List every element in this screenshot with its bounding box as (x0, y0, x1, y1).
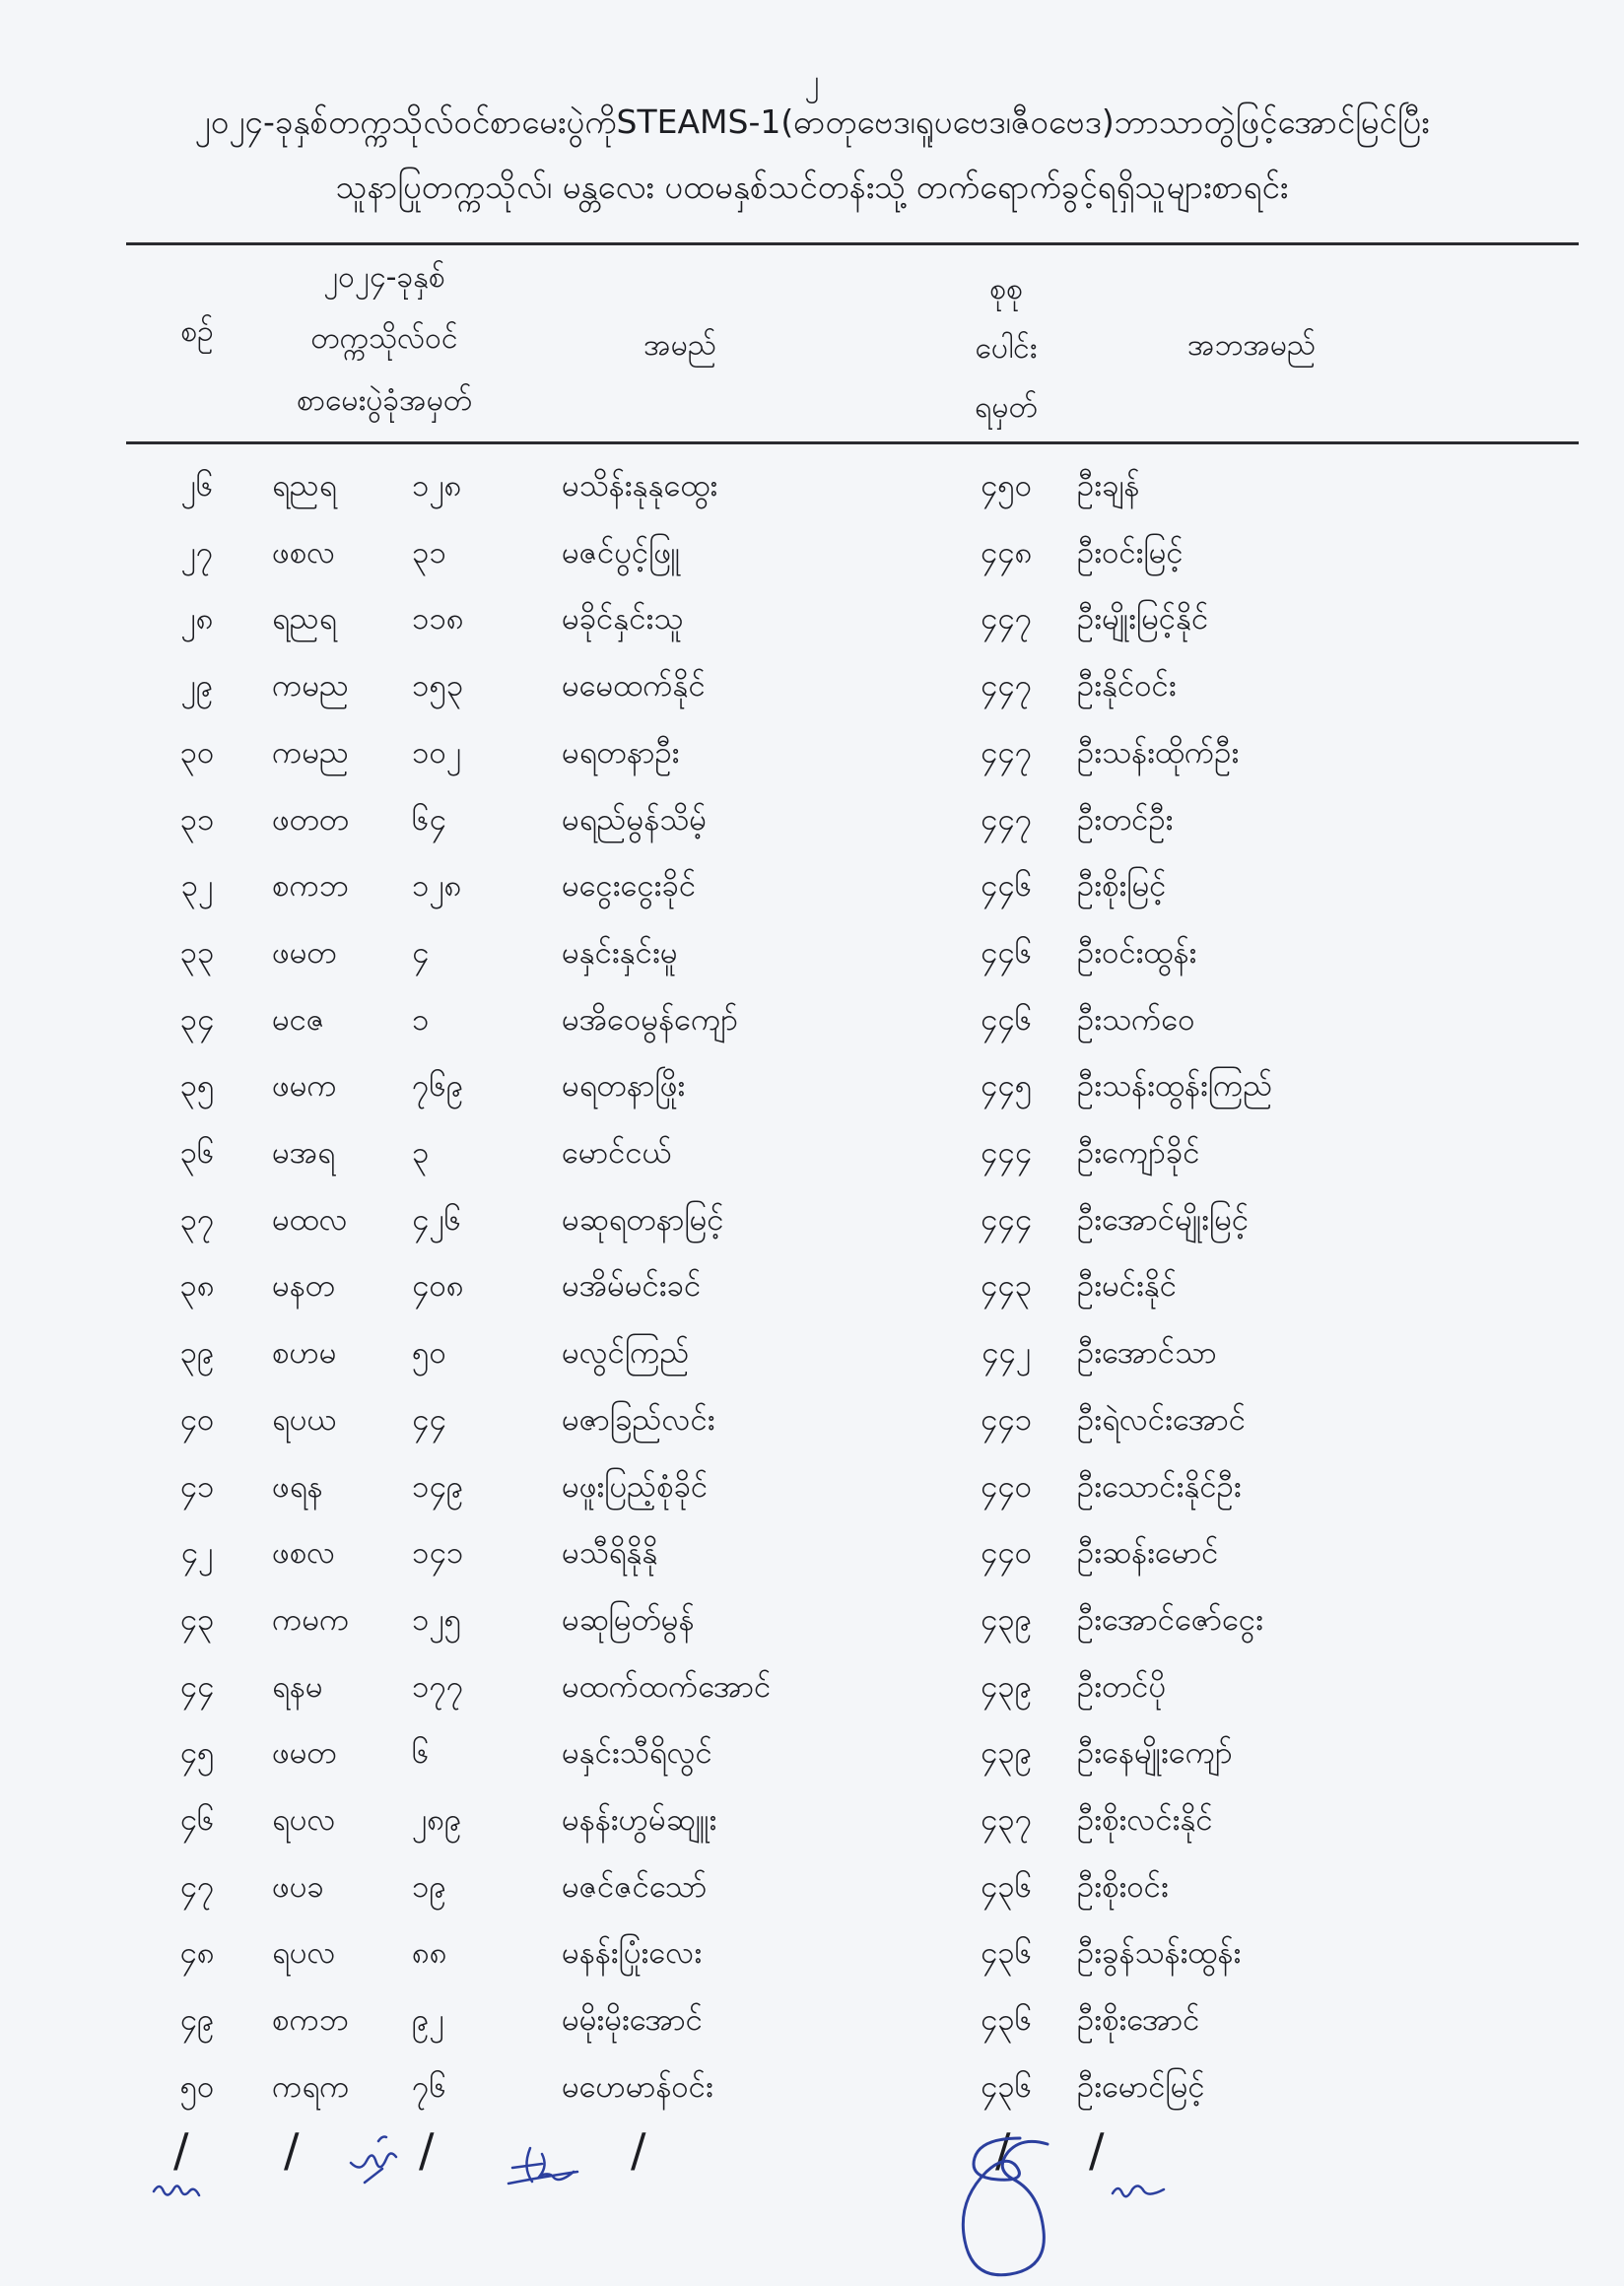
father-name: ဦးကျော်ခိုင် (1077, 1135, 1200, 1171)
table-row (0, 1053, 1624, 1118)
roll-number: ၁၅၃ (412, 668, 464, 705)
roll-number: ၇၆ (412, 2068, 446, 2105)
signature-5 (1109, 2178, 1168, 2207)
roll-code: မထလ (272, 1201, 348, 1238)
father-name: ဦးသောင်းနိုင်ဦး (1077, 1468, 1242, 1505)
total-score: ၄၄၆ (980, 868, 1033, 905)
row-number: ၄၁ (179, 1468, 215, 1505)
roll-number: ၁၂၅ (412, 1601, 462, 1638)
table-row (0, 520, 1624, 585)
father-name: ဦးစိုးလင်းနိုင် (1077, 1802, 1213, 1838)
father-name: ဦးစိုးအောင် (1077, 2002, 1200, 2039)
roll-number: ၆ (412, 1735, 430, 1772)
row-number: ၃၄ (179, 1001, 215, 1038)
roll-number: ၁၄၁ (412, 1535, 464, 1572)
father-name: ဦးဆန်းမောင် (1077, 1535, 1219, 1572)
row-number: ၃၃ (179, 934, 215, 971)
table-row (0, 720, 1624, 785)
father-name: ဦးနေမျိုးကျော် (1077, 1735, 1233, 1772)
father-name: ဦးဝင်းမြင့် (1077, 534, 1184, 571)
roll-code: ကမက (272, 1601, 350, 1638)
student-name: မထက်ထက်အောင် (562, 1668, 772, 1705)
row-end-mark: / (419, 2123, 435, 2177)
total-score: ၄၃၉ (980, 1601, 1033, 1638)
header-no: စဉ် (180, 314, 214, 349)
roll-code: ဖမတ (272, 1735, 337, 1772)
student-name: မောင်ငယ် (562, 1135, 672, 1171)
total-score: ၄၄၅ (980, 1068, 1033, 1105)
father-name: ဦးဝင်းထွန်း (1077, 934, 1197, 971)
row-number: ၂၈ (180, 601, 214, 638)
table-row (0, 1187, 1624, 1252)
father-name: ဦးစိုးမြင့် (1077, 868, 1167, 905)
row-number: ၃၉ (179, 1335, 215, 1372)
total-score: ၄၄၆ (980, 934, 1033, 971)
roll-code: ဖစလ (272, 534, 336, 571)
header-score-line-3: ရမှတ် (975, 390, 1038, 425)
roll-number: ၄ (412, 934, 430, 971)
signature-3 (503, 2138, 591, 2197)
father-name: ဦးစိုးဝင်း (1077, 1868, 1169, 1905)
student-name: မအိမ်မင်းခင် (562, 1268, 702, 1305)
student-name: မငွေးငွေးခိုင် (562, 868, 697, 905)
father-name: ဦးသန်းထွန်းကြည် (1077, 1068, 1273, 1105)
row-number: ၄၅ (179, 1735, 215, 1772)
row-number: ၅၀ (179, 2068, 215, 2105)
father-name: ဦးမောင်မြင့် (1077, 2068, 1205, 2105)
student-name: မနှင်းသီရိလွင် (562, 1735, 712, 1772)
total-score: ၄၄၃ (980, 1268, 1033, 1305)
roll-number: ၅၀ (412, 1335, 446, 1372)
roll-number: ၁၄၉ (412, 1468, 464, 1505)
total-score: ၄၄၇ (980, 668, 1033, 705)
table-row (0, 586, 1624, 651)
roll-code: ဖတတ (272, 801, 350, 838)
table-row (0, 1987, 1624, 2052)
roll-code: ရပလ (272, 1935, 336, 1972)
roll-code: စဟမ (272, 1335, 337, 1372)
roll-number: ၄၀၈ (412, 1268, 464, 1305)
total-score: ၄၄၂ (981, 1335, 1032, 1372)
header-name: အမည် (643, 328, 716, 363)
roll-code: ကမည (272, 668, 350, 705)
roll-number: ၃၁ (412, 534, 446, 571)
roll-code: ရပလ (272, 1802, 336, 1838)
row-number: ၂၆ (180, 468, 214, 504)
row-number: ၃၈ (179, 1268, 215, 1305)
total-score: ၄၄၇ (980, 801, 1033, 838)
roll-number: ၁၁၈ (412, 601, 464, 638)
table-row (0, 1854, 1624, 1919)
roll-number: ၁ (412, 1001, 430, 1038)
father-name: ဦးချန် (1077, 468, 1140, 504)
student-name: မဟေမာန်ဝင်း (562, 2068, 713, 2105)
roll-number: ၄၄ (412, 1401, 446, 1438)
row-end-mark: / (173, 2123, 189, 2177)
table-header-rule (126, 441, 1579, 444)
row-number: ၃၁ (179, 801, 215, 838)
table-row (0, 787, 1624, 852)
student-name: မရတနာဦး (562, 734, 680, 771)
signature-4 (951, 2118, 1089, 2286)
signature-2 (345, 2123, 404, 2202)
roll-number: ၇၆၉ (412, 1068, 464, 1105)
roll-number: ၆၄ (412, 801, 446, 838)
roll-code: မငဇ (272, 1001, 325, 1038)
row-number: ၃၂ (180, 868, 214, 905)
table-row (0, 1520, 1624, 1585)
total-score: ၄၄၁ (980, 1401, 1033, 1438)
student-name: မရည်မွန်သိမ့် (562, 801, 707, 838)
total-score: ၄၄၄ (980, 1135, 1033, 1171)
row-number: ၄၇ (179, 1868, 215, 1905)
student-name: မအိဝေမွန်ကျော် (562, 1001, 738, 1038)
total-score: ၄၃၆ (980, 2002, 1033, 2039)
student-name: မမိုးမိုးအောင် (562, 2002, 703, 2039)
father-name: ဦးမင်းနိုင် (1077, 1268, 1178, 1305)
row-number: ၄၀ (179, 1401, 215, 1438)
student-name: မနန်းပြုံးလေး (562, 1935, 703, 1972)
row-number: ၄၈ (179, 1935, 215, 1972)
roll-number: ၁၀၂ (412, 734, 462, 771)
student-name: မရတနာဖြိုး (562, 1068, 686, 1105)
row-number: ၄၆ (179, 1802, 215, 1838)
table-row (0, 853, 1624, 918)
student-name: မနှင်းနှင်းမူ (562, 934, 678, 971)
father-name: ဦးနိုင်ဝင်း (1077, 668, 1177, 705)
roll-code: ဖရန (272, 1468, 323, 1505)
roll-code: ဖစလ (272, 1535, 336, 1572)
table-row (0, 1920, 1624, 1985)
student-name: မမေထက်နိုင် (562, 668, 706, 705)
roll-number: ၄၂၆ (412, 1201, 462, 1238)
roll-code: ဖမတ (272, 934, 337, 971)
total-score: ၄၃၉ (980, 1735, 1033, 1772)
row-end-mark: / (1089, 2123, 1105, 2177)
student-name: မဆုရတနာမြင့် (562, 1201, 724, 1238)
father-name: ဦးခွန်သန်းထွန်း (1077, 1935, 1242, 1972)
table-top-rule (126, 242, 1579, 245)
student-name: မခိုင်နှင်းသူ (562, 601, 684, 638)
roll-code: ရနမ (272, 1668, 323, 1705)
table-row (0, 1787, 1624, 1852)
table-row (0, 920, 1624, 985)
table-row (0, 2054, 1624, 2119)
roll-code: မနတ (272, 1268, 335, 1305)
father-name: ဦးမျိုးမြင့်နိုင် (1077, 601, 1209, 638)
total-score: ၄၄၄ (980, 1201, 1033, 1238)
roll-number: ၁၂၈ (412, 868, 462, 905)
total-score: ၄၄၈ (980, 534, 1033, 571)
row-number: ၃၆ (179, 1135, 215, 1171)
table-row (0, 1454, 1624, 1519)
row-number: ၄၂ (180, 1535, 214, 1572)
father-name: ဦးအောင်ဇော်ငွေး (1077, 1601, 1263, 1638)
header-roll-line-1: ၂၀၂၄-ခုနှစ် (323, 260, 445, 295)
student-name: မသီရိနိုနို (562, 1535, 658, 1572)
roll-number: ၉၂ (412, 2002, 444, 2039)
table-row (0, 1253, 1624, 1318)
row-number: ၄၃ (179, 1601, 215, 1638)
roll-number: ၁၇၇ (412, 1668, 464, 1705)
document-title-line-1: ၂၀၂၄-ခုနှစ်တက္ကသိုလ်ဝင်စာမေးပွဲကိုSTEAMS-1(ဓာတုဗေဒ၊ရူပဗေဒ၊ဇီဝဗေဒ)ဘာသာတွဲဖြင့်အောင်မြင်ပြီး (194, 102, 1430, 141)
table-row (0, 1654, 1624, 1719)
header-score-line-1: စုစု (989, 272, 1023, 306)
row-number: ၂၇ (180, 534, 214, 571)
table-row (0, 1120, 1624, 1185)
total-score: ၄၃၆ (980, 1868, 1033, 1905)
header-roll-line-3: စာမေးပွဲခုံအမှတ် (296, 383, 473, 418)
total-score: ၄၅၀ (980, 468, 1033, 504)
roll-code: စကဘ (272, 2002, 349, 2039)
row-end-mark: / (631, 2123, 646, 2177)
total-score: ၄၃၆ (980, 2068, 1033, 2105)
table-row (0, 987, 1624, 1052)
document-title-line-2: သူနာပြုတက္ကသိုလ်၊ မန္တလေး ပထမနှစ်သင်တန်းသို့ တက်ရောက်ခွင့်ရရှိသူများစာရင်း (335, 168, 1289, 206)
header-roll-line-2: တက္ကသိုလ်ဝင် (310, 321, 458, 356)
table-row (0, 1720, 1624, 1785)
student-name: မနန်းဟွမ်ဆျူး (562, 1802, 717, 1838)
father-name: ဦးသက်ဝေ (1077, 1001, 1195, 1038)
total-score: ၄၄၇ (980, 601, 1033, 638)
total-score: ၄၄၇ (980, 734, 1033, 771)
row-end-mark: / (284, 2123, 300, 2177)
row-number: ၃၀ (179, 734, 215, 771)
student-name: မဆုမြတ်မွန် (562, 1601, 695, 1638)
total-score: ၄၃၉ (980, 1668, 1033, 1705)
roll-code: မအရ (272, 1135, 335, 1171)
row-number: ၄၉ (179, 2002, 215, 2039)
total-score: ၄၄၀ (980, 1535, 1033, 1572)
father-name: ဦးအောင်သာ (1077, 1335, 1217, 1372)
roll-number: ၃ (412, 1135, 430, 1171)
table-row (0, 1320, 1624, 1385)
row-end-mark: / (995, 2123, 1011, 2177)
roll-code: ရညရ (272, 601, 337, 638)
row-number: ၄၄ (179, 1668, 215, 1705)
student-name: မသိန်းနုနုထွေး (562, 468, 718, 504)
roll-number: ၈၈ (412, 1935, 447, 1972)
student-name: မဇင်ပွင့်ဖြူ (562, 534, 681, 571)
row-number: ၂၉ (180, 668, 214, 705)
roll-code: စကဘ (272, 868, 349, 905)
roll-code: ကရက (272, 2068, 350, 2105)
roll-code: ဖပခ (272, 1868, 324, 1905)
row-number: ၃၅ (179, 1068, 215, 1105)
roll-number: ၂၈၉ (412, 1802, 462, 1838)
student-name: မဖူးပြည့်စုံခိုင် (562, 1468, 709, 1505)
total-score: ၄၄၆ (980, 1001, 1033, 1038)
row-number: ၃၇ (179, 1201, 215, 1238)
total-score: ၄၃၇ (980, 1802, 1033, 1838)
roll-code: ရညရ (272, 468, 337, 504)
header-father: အဘအမည် (1186, 328, 1317, 363)
table-row (0, 453, 1624, 518)
table-row (0, 1387, 1624, 1452)
student-name: မဇာခြည်လင်း (562, 1401, 715, 1438)
total-score: ၄၄၀ (980, 1468, 1033, 1505)
header-score-line-2: ပေါင်း (975, 331, 1038, 366)
father-name: ဦးရဲလင်းအောင် (1077, 1401, 1247, 1438)
student-name: မဇင်ဇင်သော် (562, 1868, 708, 1905)
roll-number: ၁၂၈ (412, 468, 462, 504)
father-name: ဦးအောင်မျိုးမြင့် (1077, 1201, 1250, 1238)
roll-code: ရပယ (272, 1401, 337, 1438)
table-row (0, 1587, 1624, 1652)
student-name: မလွင်ကြည် (562, 1335, 690, 1372)
table-row (0, 653, 1624, 718)
roll-code: ဖမက (272, 1068, 337, 1105)
roll-number: ၁၉ (412, 1868, 446, 1905)
page-number: ၂ (804, 64, 820, 99)
father-name: ဦးသန်းထိုက်ဦး (1077, 734, 1240, 771)
father-name: ဦးတင်ပို (1077, 1668, 1167, 1705)
signature-1 (148, 2168, 217, 2207)
total-score: ၄၃၆ (980, 1935, 1033, 1972)
roll-code: ကမည (272, 734, 350, 771)
father-name: ဦးတင်ဦး (1077, 801, 1174, 838)
